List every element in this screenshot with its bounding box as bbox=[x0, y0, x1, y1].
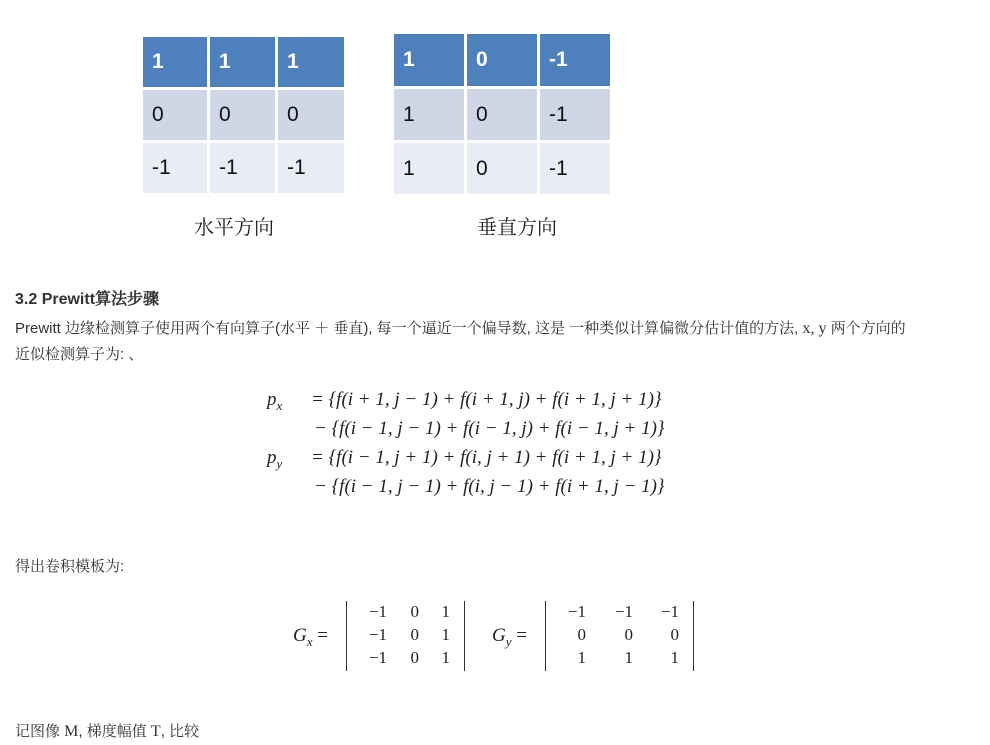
matrix-cell: −1 bbox=[614, 602, 633, 621]
kernel-cell: -1 bbox=[540, 143, 610, 194]
intro-text: Prewitt 边缘检测算子使用两个有向算子(水平 ＋ 垂直), 每一个逼近一个偏导数, 这是 一种类似计算偏微分估计值的方法, bbox=[15, 320, 803, 337]
matrix-cell: 1 bbox=[670, 648, 679, 667]
intro-text-line2: 近似检测算子为: 、 bbox=[15, 346, 144, 363]
kernel-cell: 1 bbox=[394, 89, 464, 140]
matrix-cell: 1 bbox=[441, 648, 450, 667]
equation-py-symbol: $p_y$ bbox=[267, 447, 283, 471]
equation-line-1: = {f(i + 1, j − 1) + f(i + 1, j) + f(i + 1, j + 1)} bbox=[311, 389, 662, 410]
final-text-mid: , 梯度幅值 bbox=[78, 723, 151, 740]
intro-variables: x, y bbox=[802, 320, 827, 337]
image-symbol-m: M bbox=[64, 723, 79, 740]
intro-text-tail: 两个方向的 bbox=[826, 320, 906, 337]
kernel-cell: -1 bbox=[210, 143, 275, 193]
kernel-cell: 0 bbox=[467, 89, 537, 140]
equation-line-4: − {f(i − 1, j − 1) + f(i, j − 1) + f(i + 1, j − 1)} bbox=[314, 476, 665, 497]
equation-px-symbol: $p_x$ bbox=[267, 389, 283, 413]
result-paragraph: 得出卷积模板为: bbox=[15, 558, 125, 575]
equation-line-2: − {f(i − 1, j − 1) + f(i − 1, j) + f(i − 1, j + 1)} bbox=[314, 418, 665, 439]
matrix-gx bbox=[346, 601, 465, 671]
kernel-caption-horizontal: 水平方向 bbox=[194, 215, 274, 239]
kernel-cell: 1 bbox=[210, 37, 275, 87]
matrix-cell: −1 bbox=[567, 602, 586, 621]
matrix-gy-label: $G_y$ = bbox=[492, 625, 527, 649]
kernel-cell: -1 bbox=[540, 34, 610, 86]
matrix-cell: −1 bbox=[368, 625, 387, 644]
kernel-cell: 0 bbox=[143, 90, 207, 140]
kernel-cell: 1 bbox=[394, 34, 464, 86]
matrix-cell: −1 bbox=[660, 602, 679, 621]
matrix-cell: 0 bbox=[577, 625, 586, 644]
matrix-cell: 0 bbox=[624, 625, 633, 644]
matrix-cell: 0 bbox=[670, 625, 679, 644]
matrix-cell: 0 bbox=[410, 648, 419, 667]
matrix-gy bbox=[545, 601, 694, 671]
equation-line-3: = {f(i − 1, j + 1) + f(i, j + 1) + f(i + 1, j + 1)} bbox=[311, 447, 662, 468]
matrix-gx-label: $G_x$ = bbox=[293, 625, 328, 649]
final-paragraph bbox=[15, 719, 975, 745]
matrix-cell: 1 bbox=[624, 648, 633, 667]
kernel-cell: -1 bbox=[540, 89, 610, 140]
kernel-cell: 0 bbox=[467, 34, 537, 86]
intro-paragraph bbox=[15, 316, 975, 368]
matrix-cell: 0 bbox=[410, 602, 419, 621]
matrix-cell: 1 bbox=[441, 602, 450, 621]
matrix-cell: 1 bbox=[577, 648, 586, 667]
kernel-table-horizontal bbox=[143, 37, 344, 193]
threshold-symbol-t: T bbox=[150, 723, 161, 740]
kernel-cell: 0 bbox=[278, 90, 344, 140]
matrix-cell: −1 bbox=[368, 602, 387, 621]
kernel-cell: 1 bbox=[278, 37, 344, 87]
final-text-end: , 比较 bbox=[160, 723, 200, 740]
kernel-cell: 0 bbox=[210, 90, 275, 140]
kernel-cell: 1 bbox=[143, 37, 207, 87]
matrix-cell: −1 bbox=[368, 648, 387, 667]
matrix-cell: 1 bbox=[441, 625, 450, 644]
kernel-cell: 1 bbox=[394, 143, 464, 194]
kernel-cell: -1 bbox=[278, 143, 344, 193]
section-heading: 3.2 Prewitt算法步骤 bbox=[15, 291, 160, 308]
kernel-caption-vertical: 垂直方向 bbox=[477, 215, 557, 239]
kernel-table-vertical bbox=[394, 34, 610, 194]
kernel-cell: 0 bbox=[467, 143, 537, 194]
kernel-cell: -1 bbox=[143, 143, 207, 193]
matrix-cell: 0 bbox=[410, 625, 419, 644]
final-text: 记图像 bbox=[15, 723, 65, 740]
